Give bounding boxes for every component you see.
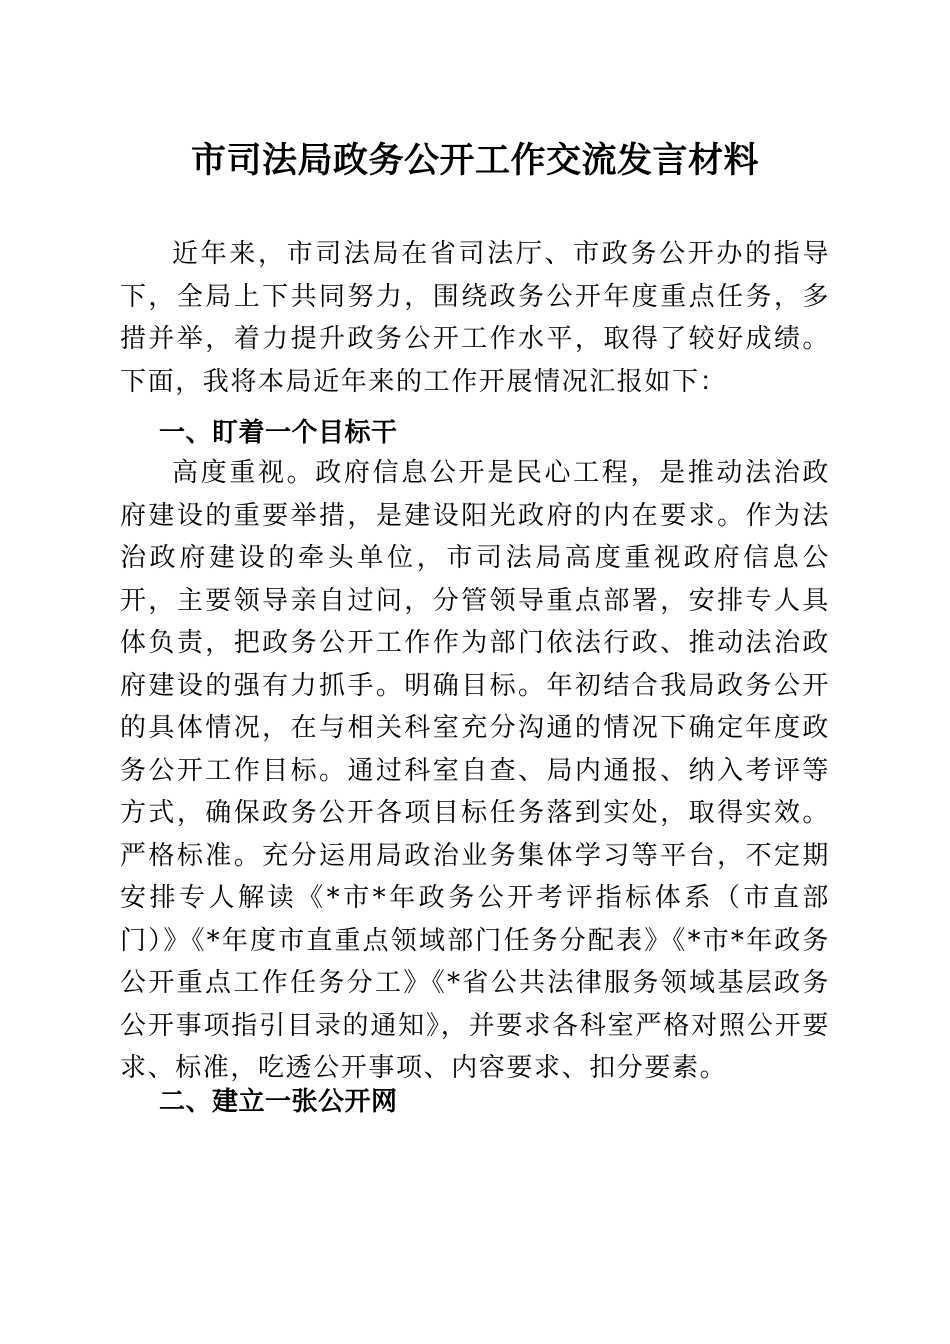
- section-heading-1: 一、盯着一个目标干: [159, 418, 398, 448]
- document-title: 市司法局政务公开工作交流发言材料: [190, 140, 759, 181]
- intro-paragraph: 近年来，市司法局在省司法厅、市政务公开办的指导下，全局上下共同努力，围绕政务公开年度重点任务，多措并举，着力提升政务公开工作水平，取得了较好成绩。下面，我将本局近年来的工作开展情况汇报如下：: [120, 239, 830, 397]
- section-1-paragraph: 高度重视。政府信息公开是民心工程，是推动法治政府建设的重要举措，是建设阳光政府的内在要求。作为法治政府建设的牵头单位，市司法局高度重视政府信息公开，主要领导亲自过问，分管领导重点部署，安排专人具体负责，把政务公开工作作为部门依法行政、推动法治政府建设的强有力抓手。明确目标。年初结合我局政务公开的具体情况，在与相关科室充分沟通的情况下确定年度政务公开工作目标。通过科室自查、局内通报、纳入考评等方式，确保政务公开各项目标任务落到实处，取得实效。严格标准。充分运用局政治业务集体学习等平台，不定期安排专人解读《*市*年政务公开考评指标体系（市直部门）》《*年度市直重点领域部门任务分配表》《*市*年政务公开重点工作任务分工》《*省公共法律服务领域基层政务公开事项指引目录的通知》，并要求各科室严格对照公开要求、标准，吃透公开事项、内容要求、扣分要素。: [120, 458, 830, 1083]
- section-heading-2: 二、建立一张公开网: [159, 1087, 398, 1117]
